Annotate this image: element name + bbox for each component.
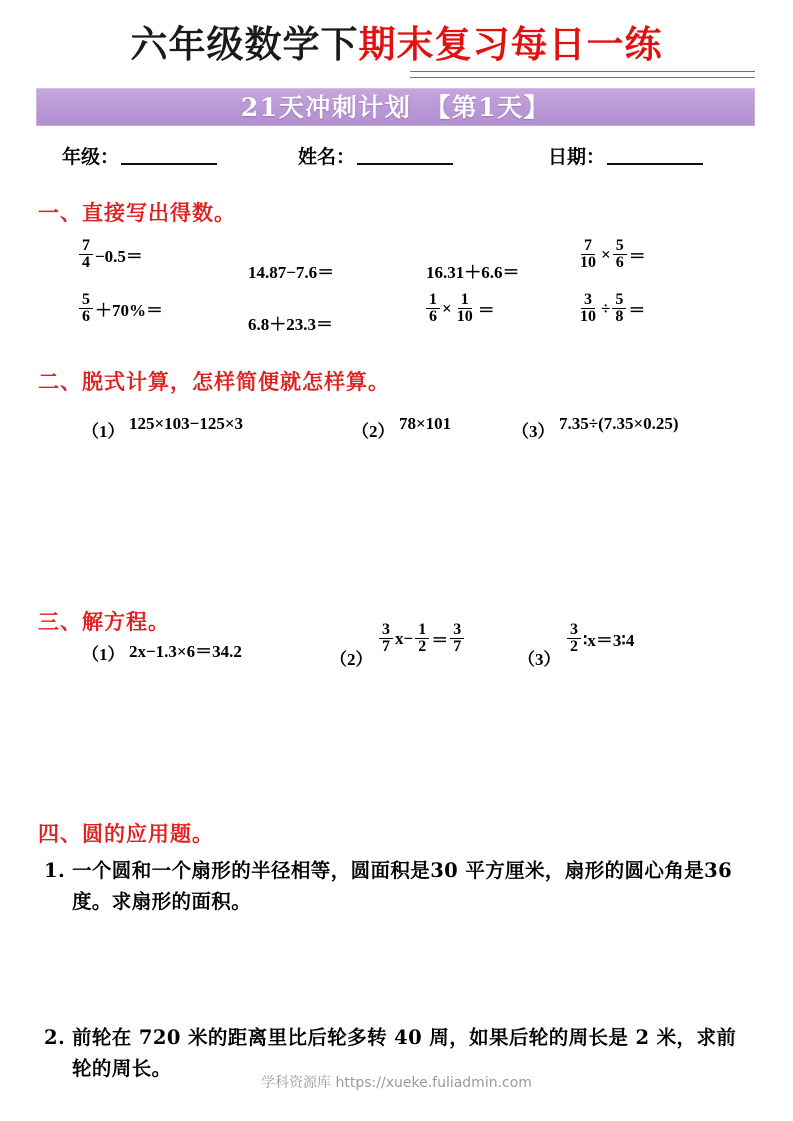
expression-text: 6.8＋23.3＝ <box>248 315 333 334</box>
fraction-denominator: 6 <box>615 254 624 272</box>
problem-2-2-label: （2） <box>352 422 395 441</box>
date-label: 日期： <box>548 146 606 168</box>
fraction-numerator: 3 <box>567 622 581 639</box>
expression-text: ÷ <box>601 298 611 318</box>
problem-3-1-label: （1） <box>82 645 125 664</box>
page-title-red: 期末复习每日一练 <box>358 22 663 66</box>
fraction-denominator: 2 <box>570 638 578 656</box>
fraction-numerator: 1 <box>415 622 429 639</box>
grade-blank[interactable] <box>121 146 217 165</box>
fraction <box>454 292 476 326</box>
word-problem-1 <box>44 855 754 917</box>
section-2-heading: 二、脱式计算，怎样简便就怎样算。 <box>38 369 390 394</box>
fraction-numerator: 3 <box>379 622 393 639</box>
problem-2-3-label: （3） <box>512 422 555 441</box>
problem-2-1 <box>128 414 244 434</box>
fraction-numerator: 7 <box>79 238 93 255</box>
fraction-numerator: 5 <box>612 292 626 309</box>
problem-2-2 <box>398 414 452 434</box>
fraction-denominator: 10 <box>456 308 473 326</box>
expression-text: 78×101 <box>399 414 452 433</box>
fraction-numerator: 3 <box>581 292 595 309</box>
fraction <box>577 292 599 326</box>
section-1-heading: 一、直接写出得数。 <box>38 200 236 225</box>
problem-2-1-label: （1） <box>82 422 125 441</box>
expression-text: 14.87−7.6＝ <box>248 263 335 282</box>
expression-text: 16.31＋6.6＝ <box>426 263 520 282</box>
fraction-denominator: 6 <box>82 308 90 326</box>
expression-text: −0.5＝ <box>95 247 143 267</box>
fraction-denominator: 6 <box>429 308 437 326</box>
expression-text: 2x−1.3×6＝34.2 <box>129 642 242 661</box>
expression-text: ＋70%＝ <box>95 301 163 321</box>
expression-text: × <box>442 298 452 318</box>
fraction-numerator: 3 <box>450 622 464 639</box>
problem-1-5 <box>78 292 164 326</box>
fraction <box>577 238 599 272</box>
fraction <box>415 622 429 656</box>
problem-1-7 <box>425 292 496 326</box>
name-blank[interactable] <box>357 146 453 165</box>
fraction <box>450 622 464 656</box>
watermark: 学科资源库 https://xueke.fuliadmin.com <box>261 1075 532 1091</box>
section-4-heading: 四、圆的应用题。 <box>38 821 214 846</box>
problem-3-3-label: （3） <box>518 650 561 669</box>
fraction-denominator: 7 <box>382 638 390 656</box>
problem-3-2 <box>378 622 465 656</box>
expression-text: 125×103−125×3 <box>129 414 244 433</box>
section-3-heading: 三、解方程。 <box>38 609 170 634</box>
problem-1-8 <box>576 292 646 326</box>
fraction-numerator: 5 <box>79 292 93 309</box>
problem-3-3 <box>566 622 635 656</box>
problem-1-2 <box>247 258 335 283</box>
expression-text: x− <box>395 628 414 648</box>
fraction-denominator: 10 <box>580 308 596 326</box>
fraction-numerator: 1 <box>458 292 472 309</box>
expression-text: × <box>601 244 611 264</box>
name-label: 姓名： <box>298 146 356 168</box>
fraction <box>79 238 93 272</box>
grade-field[interactable] <box>62 142 217 169</box>
fraction-numerator: 1 <box>426 292 440 309</box>
fraction-denominator: 8 <box>615 308 624 326</box>
fraction-numerator: 7 <box>581 238 595 255</box>
fraction-denominator: 10 <box>580 254 596 272</box>
name-field[interactable] <box>298 142 453 169</box>
plan-banner-text: 21天冲刺计划 【第1天】 <box>240 93 551 122</box>
expression-text: ＝ <box>628 301 646 321</box>
title-double-underline <box>410 71 755 78</box>
word-problem-1-text: 一个圆和一个扇形的半径相等，圆面积是30 平方厘米，扇形的圆心角是36度。求扇形的面积。 <box>72 859 733 913</box>
expression-text: ＝ <box>477 301 495 321</box>
fraction <box>613 238 627 272</box>
fraction-denominator: 2 <box>418 638 427 656</box>
problem-1-6 <box>247 310 334 335</box>
word-problem-1-number: 1. <box>44 859 66 882</box>
student-info-row <box>0 142 793 172</box>
fraction-denominator: 4 <box>82 254 90 272</box>
problem-1-1 <box>78 238 144 272</box>
fraction <box>79 292 93 326</box>
expression-text: ＝ <box>431 631 449 651</box>
date-blank[interactable] <box>607 146 703 165</box>
fraction <box>567 622 581 656</box>
date-field[interactable] <box>548 142 703 169</box>
fraction <box>612 292 626 326</box>
word-problem-2-number: 2. <box>44 1026 66 1049</box>
expression-text: ∶x＝3∶4 <box>583 631 635 651</box>
word-problem-2-text: 前轮在 720 米的距离里比后轮多转 40 周，如果后轮的周长是 2 米，求前轮的周长。 <box>72 1026 737 1080</box>
problem-1-4 <box>576 238 647 272</box>
fraction <box>379 622 393 656</box>
problem-1-3 <box>425 258 521 283</box>
problem-3-2-label: （2） <box>330 650 373 669</box>
page-title-black: 六年级数学下 <box>130 22 359 66</box>
expression-text: 7.35÷(7.35×0.25) <box>559 414 679 433</box>
fraction-numerator: 5 <box>613 238 627 255</box>
page-title <box>0 22 793 66</box>
fraction-denominator: 7 <box>453 638 462 656</box>
expression-text: ＝ <box>628 247 646 267</box>
fraction <box>426 292 440 326</box>
plan-banner <box>36 88 755 126</box>
grade-label: 年级： <box>62 146 120 168</box>
problem-2-3 <box>558 414 680 434</box>
problem-3-1 <box>128 637 243 662</box>
